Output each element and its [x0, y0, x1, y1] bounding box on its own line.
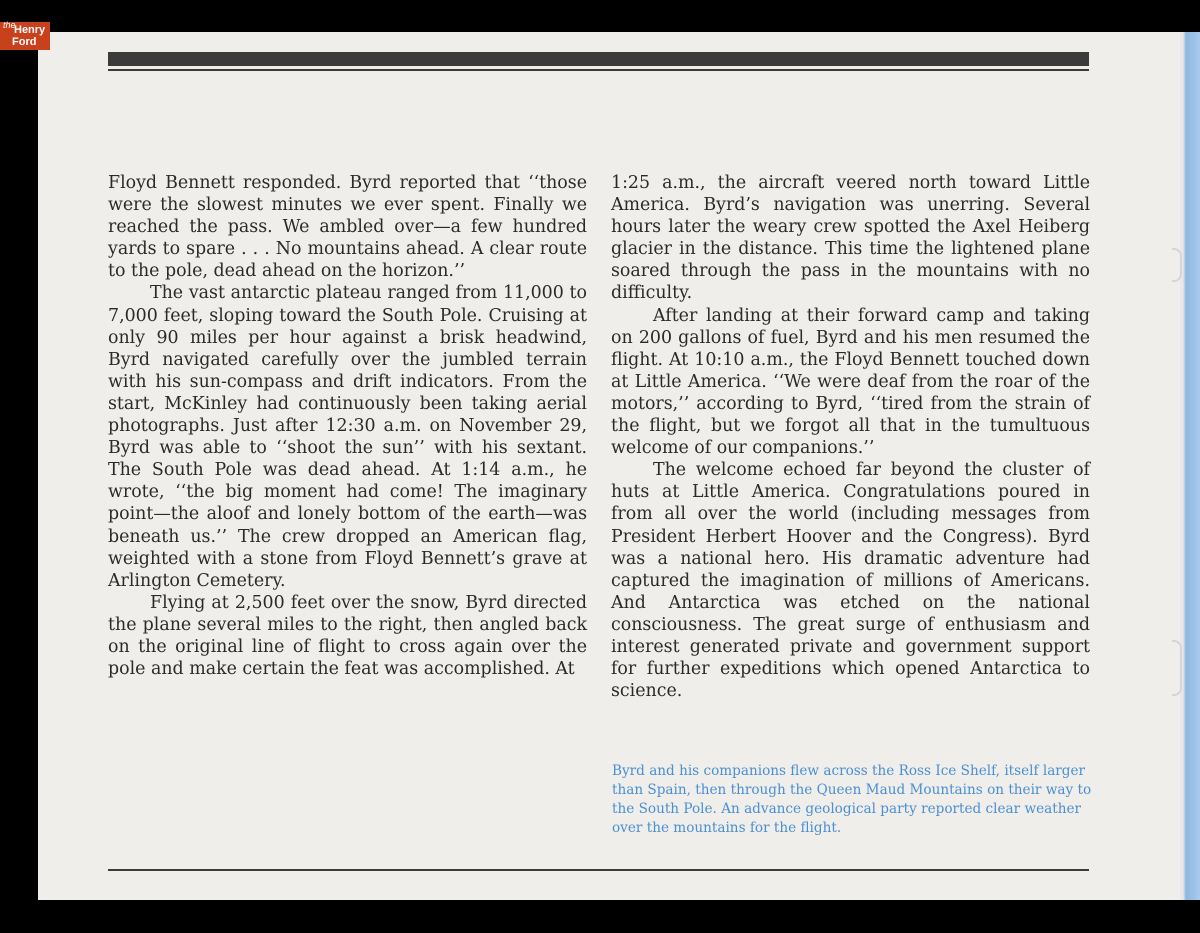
- logo-ford: Ford: [12, 36, 37, 48]
- header-rule-thin: [108, 69, 1089, 71]
- right-paragraph: 1:25 a.m., the aircraft veered north toward Little America. Byrd’s navigation was unerring. Several hours later the weary crew spotted the Axel Heiberg glacier in the distance. This time the lightened plane soared through the pass in the mountains with no difficulty.: [611, 173, 1090, 304]
- footer-rule: [108, 869, 1089, 871]
- left-paragraph: Flying at 2,500 feet over the snow, Byrd directed the plane several miles to the right, then angled back on the original line of flight to cross again over the pole and make certain the feat was accomplished. At: [108, 592, 587, 680]
- left-paragraph: Floyd Bennett responded. Byrd reported that ‘‘those were the slowest minutes we ever spent. Finally we reached the pass. We ambled over—a few hundred yards to spare . . . No mountains ahead. A clear route to the pole, dead ahead on the horizon.’’: [108, 173, 587, 282]
- logo-the: the: [3, 20, 16, 30]
- logo-henry: Henry: [14, 24, 46, 36]
- binding-ring-bottom: [1172, 640, 1182, 696]
- left-paragraph: The vast antarctic plateau ranged from 11,000 to 7,000 feet, sloping toward the South Pole. Cruising at only 90 miles per hour against a brisk headwind, Byrd navigated carefully over the jumbled terrain with his sun-compass and drift indicators. From the start, McKinley had continuously been taking aerial photographs. Just after 12:30 a.m. on November 29, Byrd was able to ‘‘shoot the sun’’ with his sextant. The South Pole was dead ahead. At 1:14 a.m., he wrote, ‘‘the big moment had come! The imaginary point—the aloof and lonely bottom of the earth—was beneath us.’’ The crew dropped an American flag, weighted with a stone from Floyd Bennett’s grave at Arlington Cemetery.: [108, 283, 587, 591]
- photo-caption: Byrd and his companions flew across the Ross Ice Shelf, itself larger than Spain, then through the Queen Maud Mountains on their way to the South Pole. An advance geological party reported clear weather over the mountains for the flight.: [612, 763, 1092, 836]
- right-text-column: [611, 172, 1090, 702]
- henry-ford-logo: [0, 22, 50, 50]
- binding-ring-top: [1172, 248, 1182, 282]
- header-rule-thick: [108, 52, 1089, 66]
- next-page-edge: [1180, 32, 1200, 900]
- right-paragraph: After landing at their forward camp and taking on 200 gallons of fuel, Byrd and his men resumed the flight. At 10:10 a.m., the Floyd Bennett touched down at Little America. ‘‘We were deaf from the roar of the motors,’’ according to Byrd, ‘‘tired from the strain of the flight, but we forgot all that in the tumultuous welcome of our companions.’’: [611, 305, 1090, 459]
- right-paragraph: The welcome echoed far beyond the cluster of huts at Little America. Congratulations poured in from all over the world (including messages from President Herbert Hoover and the Congress). Byrd was a national hero. His dramatic adventure had captured the imagination of millions of Americans. And Antarctica was etched on the national consciousness. The great surge of enthusiasm and interest generated private and government support for further expeditions which opened Antarctica to science.: [611, 460, 1090, 702]
- left-text-column: [108, 172, 587, 680]
